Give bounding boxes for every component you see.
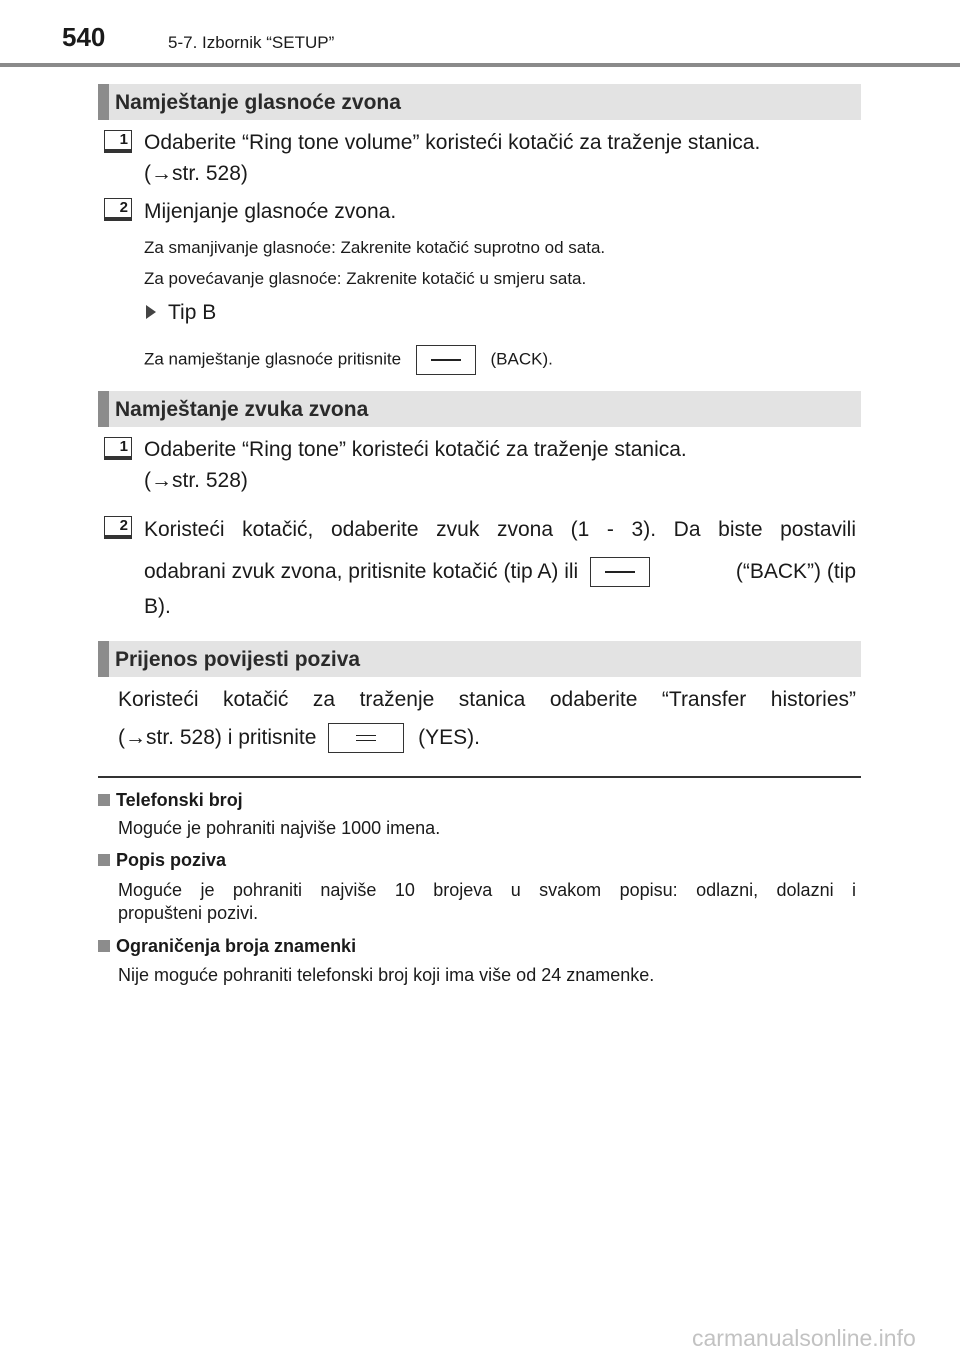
step-number-badge: 1 bbox=[104, 130, 132, 150]
arrow-right-icon bbox=[146, 305, 156, 319]
page-reference: (→str. 528) bbox=[144, 469, 248, 492]
body-text-line bbox=[118, 723, 480, 753]
enter-icon bbox=[356, 735, 376, 741]
step-text: Odaberite “Ring tone” koristeći kotačić za traženje stanica. bbox=[144, 438, 687, 461]
section-heading-ring-volume bbox=[98, 84, 861, 120]
note-heading bbox=[98, 848, 226, 872]
step-text-before: odabrani zvuk zvona, pritisnite kotačić (tip A) ili bbox=[144, 560, 579, 583]
section-title: Namještanje zvuka zvona bbox=[115, 398, 369, 421]
tip-type-label bbox=[146, 298, 216, 328]
body-text: Koristeći kotačić za traženje stanica odaberite “Transfer histories” bbox=[118, 688, 856, 711]
dash-icon bbox=[605, 571, 635, 573]
note-title: Ograničenja broja znamenki bbox=[116, 936, 357, 956]
step-text: Odaberite “Ring tone volume” koristeći kotačić za traženje stanica. bbox=[144, 131, 761, 154]
dash-icon bbox=[431, 359, 461, 361]
section-heading-transfer-history bbox=[98, 641, 861, 677]
step-number-badge: 1 bbox=[104, 437, 132, 457]
instruction-decrease: Za smanjivanje glasnoće: Zakrenite kotačić suprotno od sata. bbox=[144, 238, 606, 257]
body-text-after: (YES). bbox=[418, 726, 480, 749]
note-text: Nije moguće pohraniti telefonski broj koji ima više od 24 znamenke. bbox=[118, 965, 655, 985]
step-text: Koristeći kotačić, odaberite zvuk zvona (1 - 3). Da biste postavili bbox=[144, 518, 856, 541]
tip-text-before: Za namještanje glasnoće pritisnite bbox=[144, 349, 402, 369]
step-text-after: (“BACK”) (tip bbox=[735, 560, 856, 583]
body-text-before: (→str. 528) i pritisnite bbox=[118, 726, 317, 749]
notes-divider bbox=[98, 776, 861, 778]
step-number-badge: 2 bbox=[104, 516, 132, 536]
note-title: Popis poziva bbox=[116, 850, 227, 870]
step-number-badge: 2 bbox=[104, 198, 132, 218]
tip-instruction bbox=[144, 345, 553, 375]
step-text-end: B). bbox=[144, 595, 171, 618]
page-number: 540 bbox=[62, 22, 106, 52]
watermark: carmanualsonline.info bbox=[692, 1325, 916, 1351]
square-bullet-icon bbox=[98, 940, 110, 952]
note-text: Moguće je pohraniti najviše 1000 imena. bbox=[118, 818, 441, 838]
back-button-key bbox=[416, 345, 476, 375]
page-reference: (→str. 528) bbox=[144, 162, 248, 185]
header-divider bbox=[0, 63, 960, 67]
section-title: Prijenos povijesti poziva bbox=[115, 648, 361, 671]
instruction-increase: Za povećavanje glasnoće: Zakrenite kotačić u smjeru sata. bbox=[144, 269, 587, 288]
square-bullet-icon bbox=[98, 854, 110, 866]
tip-label-text: Tip B bbox=[168, 301, 217, 324]
note-text: Moguće je pohraniti najviše 10 brojeva u svakom popisu: odlazni, dolazni i bbox=[118, 880, 856, 900]
note-heading bbox=[98, 788, 243, 812]
note-text: propušteni pozivi. bbox=[118, 903, 259, 923]
section-heading-ring-tone bbox=[98, 391, 861, 427]
back-button-key bbox=[590, 557, 650, 587]
yes-button-key bbox=[328, 723, 404, 753]
note-title: Telefonski broj bbox=[116, 790, 243, 810]
note-heading bbox=[98, 934, 356, 958]
tip-text-after: (BACK). bbox=[490, 349, 553, 369]
chapter-title: 5-7. Izbornik “SETUP” bbox=[168, 33, 335, 52]
square-bullet-icon bbox=[98, 794, 110, 806]
step-text-line bbox=[144, 557, 856, 587]
section-title: Namještanje glasnoće zvona bbox=[115, 91, 401, 114]
step-text: Mijenjanje glasnoće zvona. bbox=[144, 200, 397, 223]
page-header bbox=[0, 0, 960, 68]
